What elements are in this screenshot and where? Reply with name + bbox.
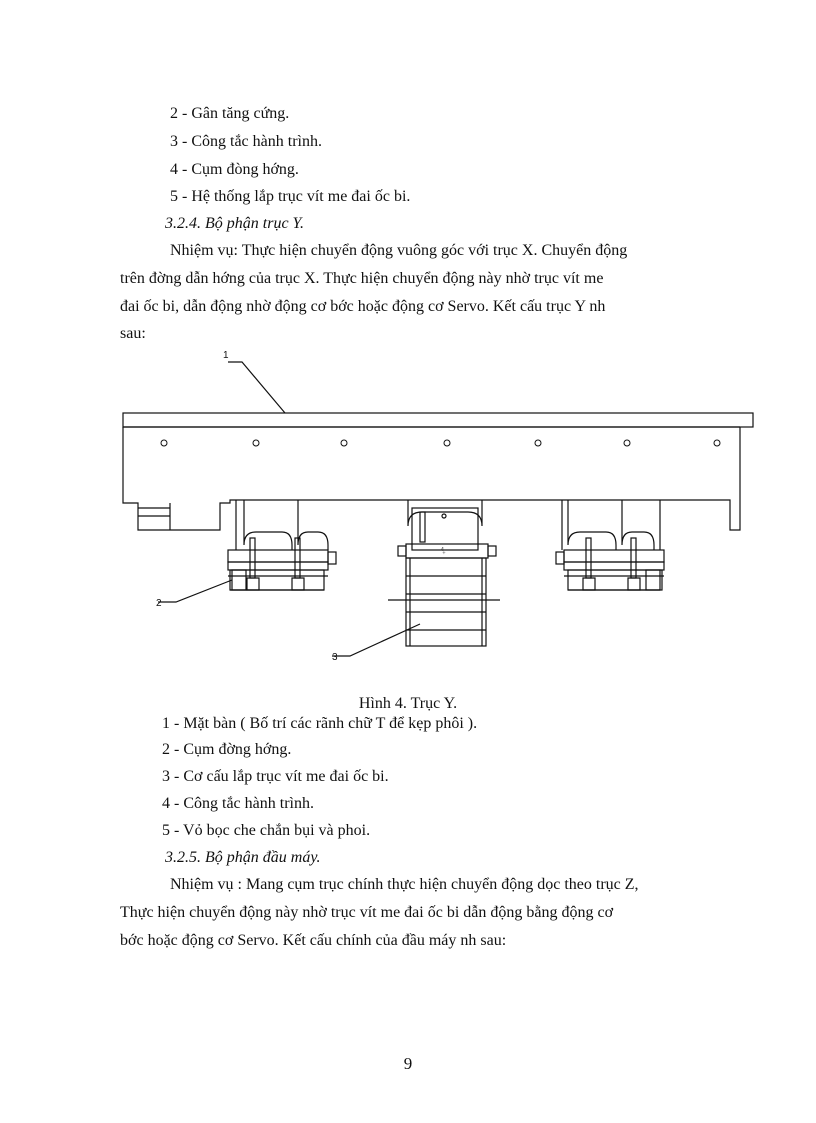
list-a-item: 2 - Gân tăng cứng. <box>170 105 290 122</box>
list-b-item: 2 - Cụm đờng hớng. <box>162 741 292 758</box>
list-b-item: 1 - Mặt bàn ( Bố trí các rãnh chữ T để kẹp phôi ). <box>162 715 478 732</box>
paragraph-line: Thực hiện chuyển động này nhờ trục vít me đai ốc bi dẫn động bằng động cơ <box>120 904 614 921</box>
paragraph-line: Nhiệm vụ: Thực hiện chuyển động vuông góc với trục X. Chuyển động <box>170 242 628 259</box>
list-b-item: 3 - Cơ cấu lắp trục vít me đai ốc bi. <box>162 768 389 785</box>
section-heading-head: 3.2.5. Bộ phận đầu máy. <box>165 849 321 866</box>
paragraph-line: sau: <box>120 325 146 342</box>
callout-label: 3 <box>332 652 338 663</box>
y-axis-technical-drawing <box>110 340 760 670</box>
page-number: 9 <box>403 1054 413 1073</box>
list-a-item: 4 - Cụm đòng hớng. <box>170 161 299 178</box>
paragraph-line: đai ốc bi, dẫn động nhờ động cơ bớc hoặc động cơ Servo. Kết cấu trục Y nh <box>120 298 606 315</box>
list-b-item: 5 - Vỏ bọc che chắn bụi và phoi. <box>162 822 371 839</box>
callout-label: 1 <box>223 350 229 361</box>
paragraph-line: bớc hoặc động cơ Servo. Kết cấu chính của đầu máy nh sau: <box>120 932 507 949</box>
section-heading-y-axis: 3.2.4. Bộ phận trục Y. <box>165 215 304 232</box>
figure-caption: Hình 4. Trục Y. <box>358 695 458 712</box>
list-a-item: 3 - Công tắc hành trình. <box>170 133 322 150</box>
paragraph-line: Nhiệm vụ : Mang cụm trục chính thực hiện chuyển động dọc theo trục Z, <box>170 876 639 893</box>
callout-label: 2 <box>156 598 162 609</box>
paragraph-line: trên đờng dẫn hớng của trục X. Thực hiện chuyển động này nhờ trục vít me <box>120 270 604 287</box>
svg-text:+: + <box>442 551 446 557</box>
callout-label: 4 <box>441 547 444 553</box>
list-b-item: 4 - Công tắc hành trình. <box>162 795 314 812</box>
list-a-item: 5 - Hệ thống lắp trục vít me đai ốc bi. <box>170 188 411 205</box>
